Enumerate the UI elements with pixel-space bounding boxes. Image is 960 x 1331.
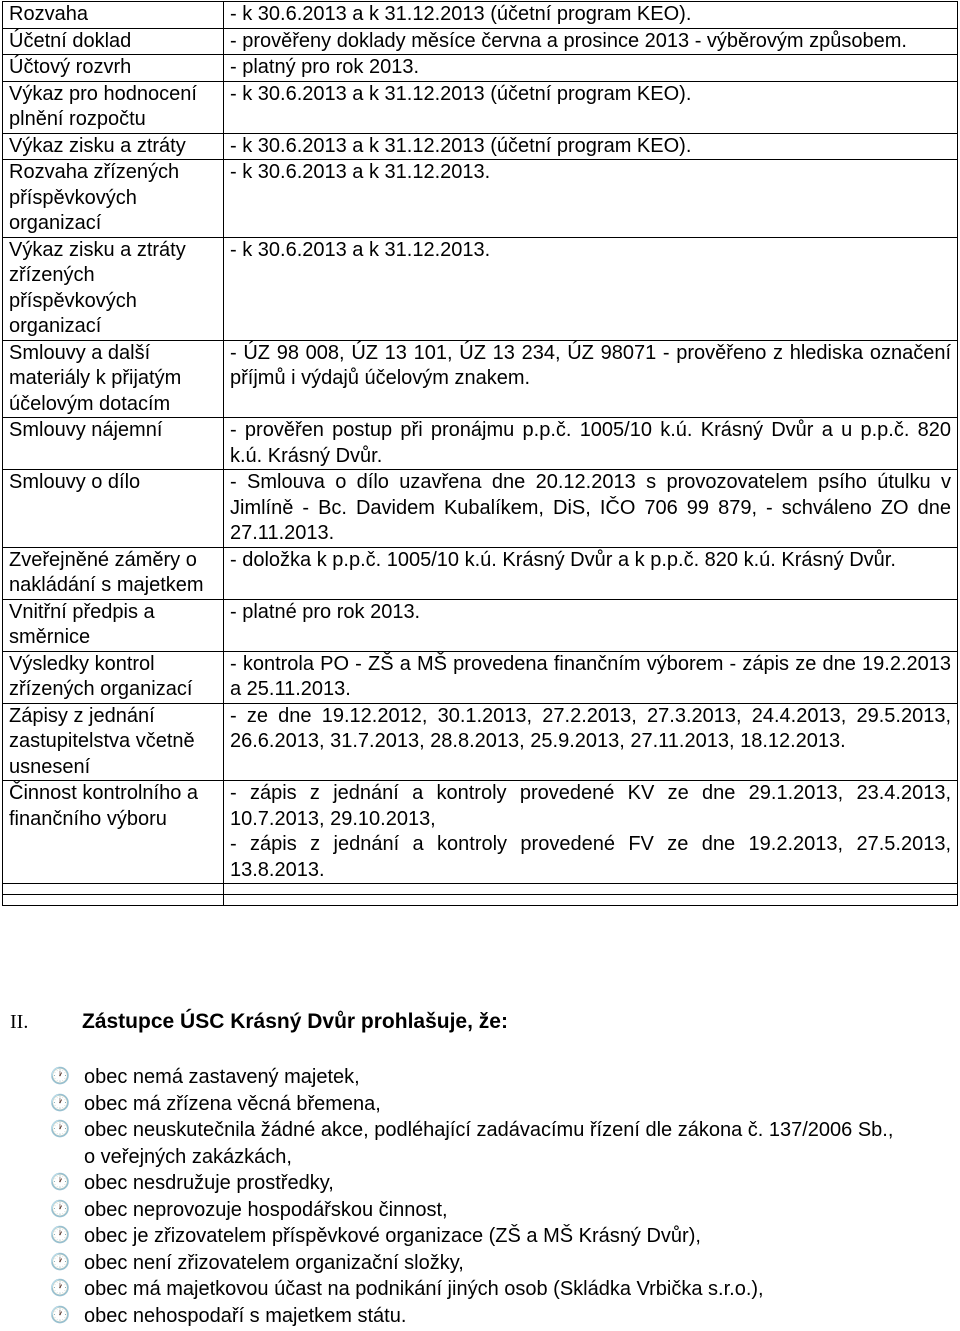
- row-finding: [224, 133, 958, 160]
- row-finding: [224, 470, 958, 548]
- section-number: II.: [10, 1011, 29, 1033]
- row-label: Výkaz zisku a ztráty: [3, 133, 224, 160]
- declaration-item: [0, 1064, 900, 1091]
- row-label: Účtový rozvrh: [3, 55, 224, 82]
- table-row: [3, 470, 958, 548]
- row-finding: [224, 547, 958, 599]
- empty-row: [3, 884, 958, 895]
- empty-cell: [3, 884, 224, 895]
- table-row: [3, 340, 958, 418]
- finding-line: - Smlouva o dílo uzavřena dne 20.12.2013 s provozovatelem psího útulku v Jimlíně - Bc. Davidem Kubalíkem, DiS, IČO 706 99 879, - schváleno ZO dne 27.11.2013.: [230, 471, 951, 544]
- declarations-list: [0, 1064, 900, 1329]
- finding-line: - prověřeny doklady měsíce června a prosince 2013 - výběrovým způsobem.: [230, 29, 907, 52]
- section-header: [0, 1008, 960, 1040]
- row-label: Vnitřní předpis a směrnice: [3, 599, 224, 651]
- declaration-text: obec neuskutečnila žádné akce, podléhající zadávacímu řízení dle zákona č. 137/2006 Sb., o veřejných zakázkách,: [84, 1119, 894, 1168]
- declaration-item: [0, 1250, 900, 1277]
- finding-line: - k 30.6.2013 a k 31.12.2013.: [230, 161, 491, 183]
- declaration-item: [0, 1223, 900, 1250]
- row-label: Činnost kontrolního a finančního výboru: [3, 781, 224, 884]
- finding-line: - zápis z jednání a kontroly provedené KV ze dne 29.1.2013, 23.4.2013, 10.7.2013, 29.10.2013,: [230, 782, 951, 830]
- empty-cell: [224, 884, 958, 895]
- finding-line: - k 30.6.2013 a k 31.12.2013 (účetní program KEO).: [230, 82, 692, 105]
- table-row: [3, 160, 958, 238]
- row-finding: [224, 781, 958, 884]
- table-row: [3, 81, 958, 133]
- row-finding: [224, 599, 958, 651]
- clock-bullet-icon: 🕐: [50, 1121, 70, 1138]
- row-finding: [224, 237, 958, 340]
- declaration-text: obec je zřizovatelem příspěvkové organizace (ZŠ a MŠ Krásný Dvůr),: [84, 1225, 701, 1247]
- review-table: [2, 1, 958, 906]
- table-row: [3, 781, 958, 884]
- row-label: Smlouvy nájemní: [3, 418, 224, 470]
- declaration-item: [0, 1197, 900, 1224]
- table-row: [3, 55, 958, 82]
- clock-bullet-icon: 🕐: [50, 1094, 70, 1112]
- table-row: [3, 651, 958, 703]
- finding-line: - zápis z jednání a kontroly provedené FV ze dne 19.2.2013, 27.5.2013, 13.8.2013.: [230, 833, 951, 881]
- row-label: Výkaz pro hodnocení plnění rozpočtu: [3, 81, 224, 133]
- declaration-item: [0, 1091, 900, 1118]
- finding-line: - k 30.6.2013 a k 31.12.2013 (účetní program KEO).: [230, 3, 692, 25]
- row-finding: [224, 340, 958, 418]
- clock-bullet-icon: 🕐: [50, 1306, 70, 1324]
- declaration-text: obec nesdružuje prostředky,: [84, 1172, 334, 1194]
- row-finding: [224, 651, 958, 703]
- declaration-text: obec neprovozuje hospodářskou činnost,: [84, 1198, 448, 1221]
- clock-bullet-icon: 🕐: [50, 1227, 70, 1244]
- row-finding: [224, 703, 958, 781]
- declaration-text: obec má zřízena věcná břemena,: [84, 1092, 381, 1115]
- clock-bullet-icon: 🕐: [50, 1174, 70, 1191]
- row-finding: [224, 81, 958, 133]
- declaration-text: obec nemá zastavený majetek,: [84, 1066, 360, 1088]
- clock-bullet-icon: 🕐: [50, 1280, 70, 1297]
- finding-line: - doložka k p.p.č. 1005/10 k.ú. Krásný Dvůr a k p.p.č. 820 k.ú. Krásný Dvůr.: [230, 548, 896, 571]
- finding-line: - k 30.6.2013 a k 31.12.2013.: [230, 238, 491, 261]
- declaration-item: [0, 1303, 900, 1330]
- row-finding: [224, 160, 958, 238]
- declaration-item: [0, 1276, 900, 1303]
- table-row: [3, 133, 958, 160]
- empty-row: [3, 895, 958, 906]
- declaration-item: [0, 1117, 900, 1170]
- review-table-body: [3, 2, 958, 906]
- table-row: [3, 599, 958, 651]
- row-label: Rozvaha: [3, 2, 224, 29]
- row-label: Zápisy z jednání zastupitelstva včetně usnesení: [3, 703, 224, 781]
- table-row: [3, 418, 958, 470]
- row-label: Výsledky kontrol zřízených organizací: [3, 651, 224, 703]
- finding-line: - prověřen postup při pronájmu p.p.č. 1005/10 k.ú. Krásný Dvůr a u p.p.č. 820 k.ú. Krásný Dvůr.: [230, 419, 951, 467]
- finding-line: - platný pro rok 2013.: [230, 56, 419, 78]
- finding-line: - platné pro rok 2013.: [230, 600, 421, 623]
- empty-cell: [3, 895, 224, 906]
- table-row: [3, 703, 958, 781]
- table-row: [3, 237, 958, 340]
- row-finding: [224, 418, 958, 470]
- finding-line: - kontrola PO - ZŠ a MŠ provedena finančním výborem - zápis ze dne 19.2.2013 a 25.11.2013.: [230, 652, 951, 700]
- row-label: Výkaz zisku a ztráty zřízených příspěvkových organizací: [3, 237, 224, 340]
- declaration-item: [0, 1170, 900, 1197]
- section-title: Zástupce ÚSC Krásný Dvůr prohlašuje, že:: [82, 1010, 508, 1033]
- row-label: Smlouvy o dílo: [3, 470, 224, 548]
- declaration-text: obec má majetkovou účast na podnikání jiných osob (Skládka Vrbička s.r.o.),: [84, 1278, 764, 1300]
- row-label: Účetní doklad: [3, 28, 224, 55]
- empty-cell: [224, 895, 958, 906]
- declaration-text: obec není zřizovatelem organizační složky,: [84, 1251, 464, 1274]
- clock-bullet-icon: 🕐: [50, 1068, 70, 1085]
- row-label: Smlouvy a další materiály k přijatým účelovým dotacím: [3, 340, 224, 418]
- clock-bullet-icon: 🕐: [50, 1200, 70, 1218]
- table-row: [3, 547, 958, 599]
- declaration-text: obec nehospodaří s majetkem státu.: [84, 1304, 407, 1327]
- table-row: [3, 28, 958, 55]
- finding-line: - k 30.6.2013 a k 31.12.2013 (účetní program KEO).: [230, 134, 692, 157]
- row-finding: [224, 28, 958, 55]
- clock-bullet-icon: 🕐: [50, 1253, 70, 1271]
- row-label: Rozvaha zřízených příspěvkových organizací: [3, 160, 224, 238]
- row-label: Zveřejněné záměry o nakládání s majetkem: [3, 547, 224, 599]
- row-finding: [224, 55, 958, 82]
- finding-line: - ze dne 19.12.2012, 30.1.2013, 27.2.2013, 27.3.2013, 24.4.2013, 29.5.2013, 26.6.2013, 31.7.2013, 28.8.2013, 25.9.2013, 27.11.2013, 18.12.2013.: [230, 704, 951, 752]
- finding-line: - ÚZ 98 008, ÚZ 13 101, ÚZ 13 234, ÚZ 98071 - prověřeno z hlediska označení příjmů i výdajů účelovým znakem.: [230, 341, 951, 389]
- table-row: [3, 2, 958, 29]
- row-finding: [224, 2, 958, 29]
